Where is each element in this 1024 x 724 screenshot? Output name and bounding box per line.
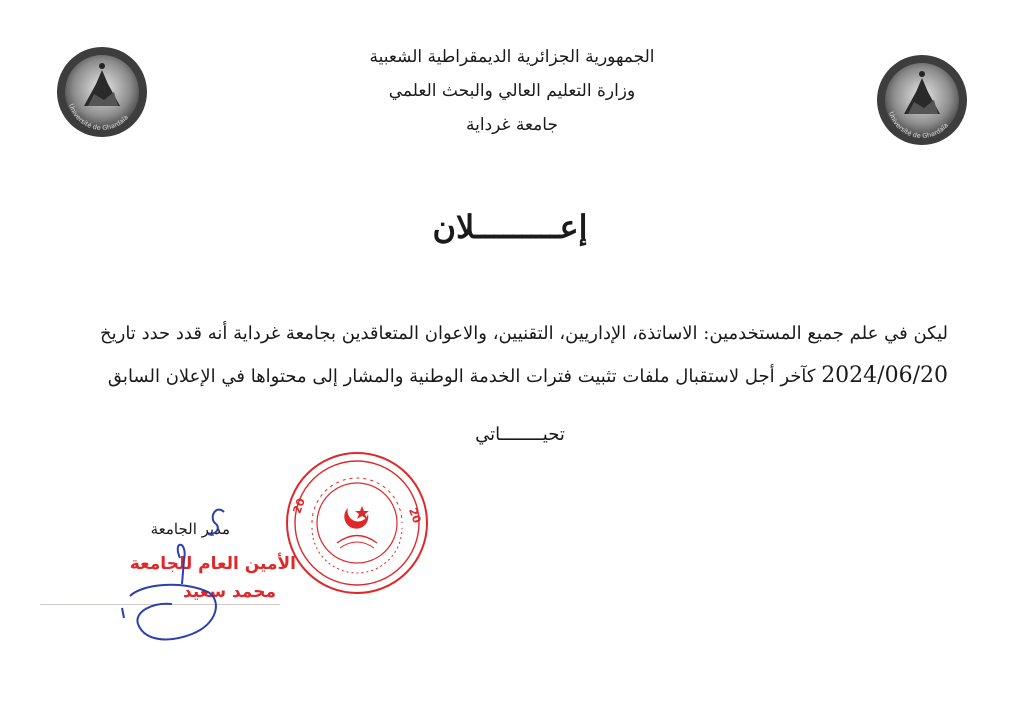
header-republic: الجمهورية الجزائرية الديمقراطية الشعبية [369,47,655,67]
body-paragraph-2 [100,364,948,389]
announcement-title: إعـــــــــلان [432,208,588,246]
seal-number-right: 20 [406,506,424,526]
body-paragraph-1: ليكن في علم جميع المستخدمين: الاساتذة، الإداريين، التقنيين، والاعوان المتعاقدين بجامعة غرداية أنه قدد حدد تاريخ [100,323,948,344]
body-paragraph-2-text: كآخر أجل لاستقبال ملفات تثبيت فترات الخدمة الوطنية والمشار إلى محتواها في الإعلان السابق [107,366,816,387]
svg-text:Université de Ghardaïa: Université de Ghardaïa [887,110,950,141]
announcement-body [100,322,948,389]
greeting: تحيــــــــاتي [475,424,565,445]
header-university: جامعة غرداية [466,115,558,135]
university-logo-left [54,44,150,140]
svg-text:Université de Ghardaïa: Université de Ghardaïa [67,102,130,133]
official-seal-stamp [282,448,432,598]
header-ministry: وزارة التعليم العالي والبحث العلمي [388,81,636,101]
director-label: مدير الجامعة [150,520,230,538]
deadline-date: 2024/06/20 [821,363,948,388]
secretary-general-stamp-name: محمد سعيد [183,582,276,602]
letterhead [300,40,724,142]
secretary-general-stamp-title: الأمين العام للجامعة [129,554,296,574]
seal-number-left: 20 [290,496,308,516]
handwritten-signature [112,500,232,650]
university-logo-right [874,52,970,148]
